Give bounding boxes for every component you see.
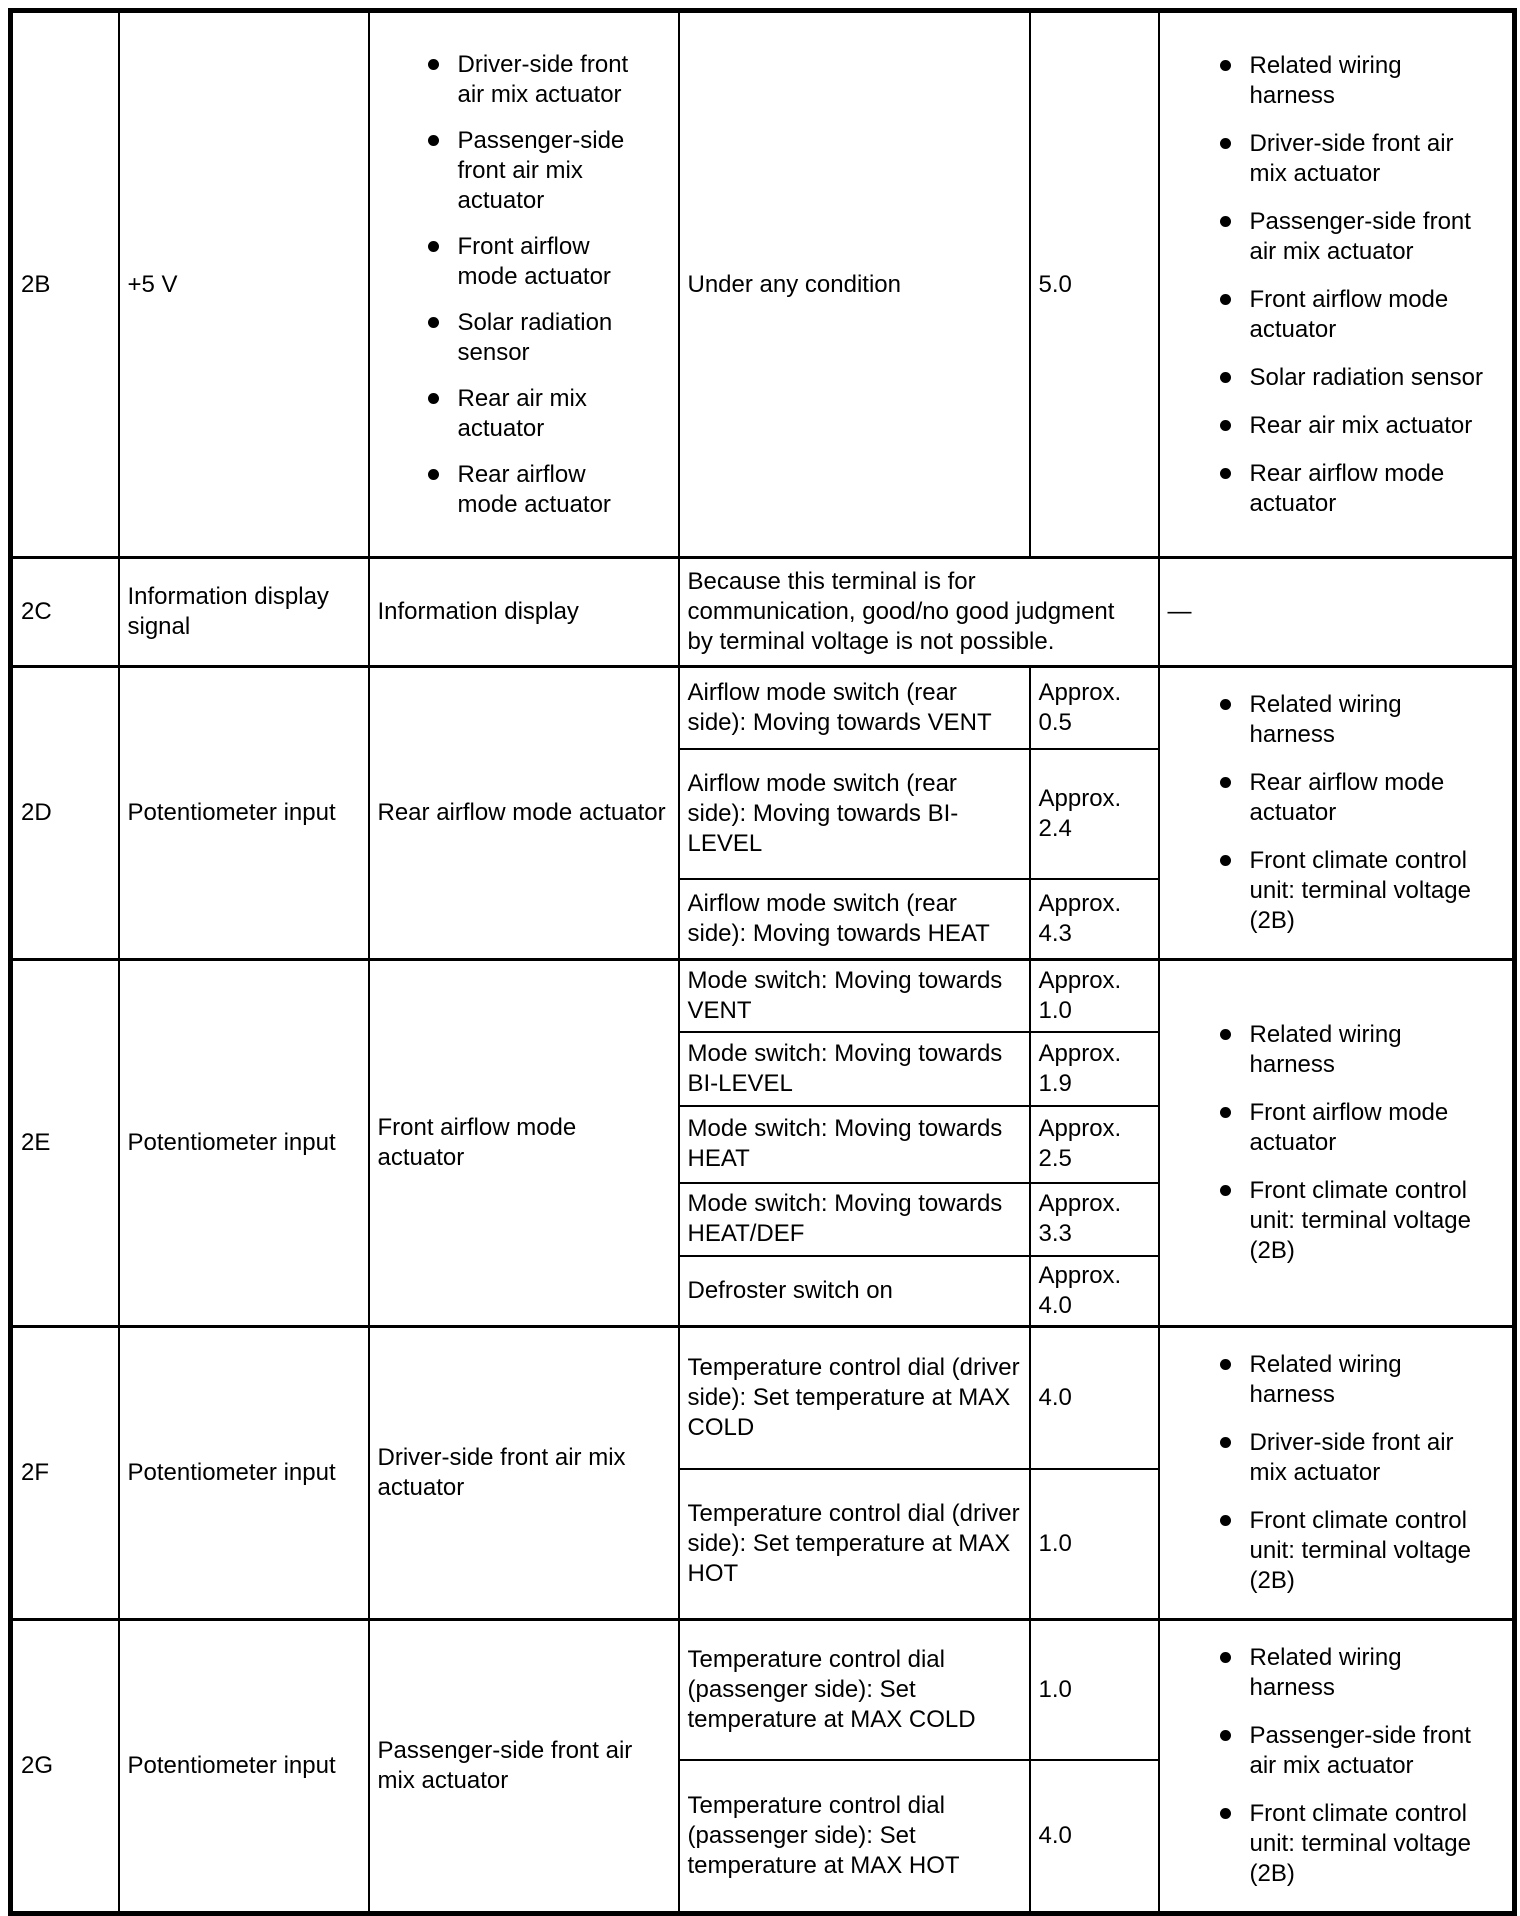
connected-part-cell: [369, 1619, 679, 1913]
condition-cell: Temperature control dial (driver side): Set temperature at MAX COLD: [679, 1326, 1030, 1469]
voltage-cell: 1.0: [1030, 1619, 1159, 1760]
table-row-2f: [11, 1326, 1515, 1469]
bullet-icon: [1220, 216, 1231, 227]
bullet-list-item: Rear airflow mode actuator: [1220, 768, 1505, 828]
connected-part-cell: [369, 960, 679, 1327]
signal-name-cell: Potentiometer input: [119, 1619, 369, 1913]
inspection-parts-cell: [1159, 1326, 1515, 1619]
connected-part-cell: [369, 11, 679, 558]
voltage-cell: Approx. 1.9: [1030, 1032, 1159, 1106]
voltage-cell: 4.0: [1030, 1326, 1159, 1469]
related-bullet-list: [1168, 1020, 1505, 1266]
signal-name-cell: Information display signal: [119, 558, 369, 667]
connected-part-text: Passenger-side front air mix actuator: [377, 1736, 633, 1794]
bullet-list-item: Front airflow mode actuator: [1220, 1098, 1505, 1158]
bullet-icon: [428, 393, 439, 404]
bullet-icon: [1220, 468, 1231, 479]
bullet-list-item: Related wiring harness: [1220, 51, 1505, 111]
condition-cell: Defroster switch on: [679, 1256, 1030, 1327]
bullet-list-item: Front climate control unit: terminal voltage (2B): [1220, 846, 1505, 936]
condition-cell: Temperature control dial (passenger side): Set temperature at MAX COLD: [679, 1619, 1030, 1760]
related-bullet-list: [1168, 51, 1505, 519]
signal-name-cell: Potentiometer input: [119, 667, 369, 960]
bullet-list-item: Front climate control unit: terminal voltage (2B): [1220, 1506, 1505, 1596]
bullet-icon: [1220, 138, 1231, 149]
connected-part-text: Front airflow mode actuator: [377, 1113, 577, 1171]
bullet-list-item: Passenger-side front air mix actuator: [1220, 1721, 1505, 1781]
bullet-list-item: Passenger-side front air mix actuator: [1220, 207, 1505, 267]
terminal-id-cell: 2G: [11, 1619, 119, 1913]
terminal-id-cell: 2B: [11, 11, 119, 558]
table-row-2c: [11, 558, 1515, 667]
condition-note-cell: [679, 558, 1159, 667]
condition-cell: Mode switch: Moving towards HEAT: [679, 1106, 1030, 1183]
bullet-icon: [1220, 372, 1231, 383]
bullet-list-item: Rear air mix actuator: [428, 384, 670, 444]
condition-cell: Airflow mode switch (rear side): Moving towards BI-LEVEL: [679, 749, 1030, 879]
bullet-list-item: Passenger-side front air mix actuator: [428, 126, 670, 216]
bullet-list-item: Rear airflow mode actuator: [1220, 459, 1505, 519]
condition-cell: Airflow mode switch (rear side): Moving towards VENT: [679, 667, 1030, 750]
bullet-list-item: Rear air mix actuator: [1220, 411, 1505, 441]
voltage-cell: Approx. 2.4: [1030, 749, 1159, 879]
condition-cell: Mode switch: Moving towards BI-LEVEL: [679, 1032, 1030, 1106]
table-row-2b: [11, 11, 1515, 558]
connected-part-cell: [369, 1326, 679, 1619]
voltage-cell: Approx. 2.5: [1030, 1106, 1159, 1183]
table-row-2d: [11, 667, 1515, 750]
terminal-id-cell: 2E: [11, 960, 119, 1327]
bullet-icon: [1220, 1185, 1231, 1196]
bullet-list-item: Driver-side front air mix actuator: [1220, 129, 1505, 189]
bullet-icon: [428, 59, 439, 70]
inspection-parts-cell: [1159, 667, 1515, 960]
connected-part-text: Driver-side front air mix actuator: [377, 1443, 626, 1501]
voltage-cell: Approx. 4.0: [1030, 1256, 1159, 1327]
bullet-icon: [1220, 1359, 1231, 1370]
voltage-cell: 1.0: [1030, 1469, 1159, 1619]
bullet-icon: [1220, 699, 1231, 710]
condition-cell: Mode switch: Moving towards HEAT/DEF: [679, 1183, 1030, 1256]
terminal-voltage-table: [8, 8, 1517, 1916]
voltage-cell: Approx. 1.0: [1030, 960, 1159, 1032]
bullet-icon: [428, 135, 439, 146]
bullet-list-item: Front climate control unit: terminal voltage (2B): [1220, 1176, 1505, 1266]
bullet-icon: [428, 469, 439, 480]
voltage-cell: Approx. 4.3: [1030, 879, 1159, 960]
bullet-icon: [1220, 1437, 1231, 1448]
inspection-parts-cell: [1159, 11, 1515, 558]
bullet-icon: [1220, 420, 1231, 431]
condition-note-text: Because this terminal is for communication, good/no good judgment by terminal voltage is not possible.: [687, 568, 1115, 655]
voltage-cell: Approx. 3.3: [1030, 1183, 1159, 1256]
bullet-list-item: Driver-side front air mix actuator: [1220, 1428, 1505, 1488]
connected-part-cell: Rear airflow mode actuator: [369, 667, 679, 960]
bullet-icon: [1220, 1029, 1231, 1040]
condition-cell: Temperature control dial (passenger side): Set temperature at MAX HOT: [679, 1760, 1030, 1913]
terminal-id-cell: 2C: [11, 558, 119, 667]
inspection-parts-cell: —: [1159, 558, 1515, 667]
bullet-list-item: Related wiring harness: [1220, 1020, 1505, 1080]
bullet-icon: [1220, 294, 1231, 305]
signal-name-cell: Potentiometer input: [119, 960, 369, 1327]
bullet-list-item: Related wiring harness: [1220, 1643, 1505, 1703]
inspection-parts-cell: [1159, 1619, 1515, 1913]
bullet-icon: [1220, 60, 1231, 71]
bullet-icon: [1220, 1515, 1231, 1526]
condition-cell: Temperature control dial (driver side): Set temperature at MAX HOT: [679, 1469, 1030, 1619]
terminal-id-cell: 2D: [11, 667, 119, 960]
bullet-list-item: Front airflow mode actuator: [1220, 285, 1505, 345]
condition-cell: Mode switch: Moving towards VENT: [679, 960, 1030, 1032]
table-row-2e: [11, 960, 1515, 1032]
connected-part-cell: Information display: [369, 558, 679, 667]
voltage-cell: Approx. 0.5: [1030, 667, 1159, 750]
table-row-2g: [11, 1619, 1515, 1760]
bullet-list-item: Related wiring harness: [1220, 1350, 1505, 1410]
related-bullet-list: [1168, 1643, 1505, 1889]
bullet-list-item: Solar radiation sensor: [428, 308, 670, 368]
bullet-icon: [428, 241, 439, 252]
bullet-icon: [1220, 855, 1231, 866]
related-bullet-list: [1168, 690, 1505, 936]
bullet-list-item: Front climate control unit: terminal voltage (2B): [1220, 1799, 1505, 1889]
bullet-list-item: Front airflow mode actuator: [428, 232, 670, 292]
bullet-icon: [1220, 1808, 1231, 1819]
condition-cell: Airflow mode switch (rear side): Moving towards HEAT: [679, 879, 1030, 960]
bullet-list-item: Related wiring harness: [1220, 690, 1505, 750]
bullet-icon: [1220, 1107, 1231, 1118]
voltage-cell: 5.0: [1030, 11, 1159, 558]
inspection-parts-cell: [1159, 960, 1515, 1327]
voltage-cell: 4.0: [1030, 1760, 1159, 1913]
signal-name-cell: +5 V: [119, 11, 369, 558]
bullet-list-item: Solar radiation sensor: [1220, 363, 1505, 393]
bullet-list-item: Rear airflow mode actuator: [428, 460, 670, 520]
related-bullet-list: [1168, 1350, 1505, 1596]
component-bullet-list: [378, 50, 670, 520]
bullet-list-item: Driver-side front air mix actuator: [428, 50, 670, 110]
bullet-icon: [1220, 777, 1231, 788]
bullet-icon: [1220, 1730, 1231, 1741]
condition-cell: Under any condition: [679, 11, 1030, 558]
bullet-icon: [428, 317, 439, 328]
bullet-icon: [1220, 1652, 1231, 1663]
signal-name-cell: Potentiometer input: [119, 1326, 369, 1619]
terminal-id-cell: 2F: [11, 1326, 119, 1619]
